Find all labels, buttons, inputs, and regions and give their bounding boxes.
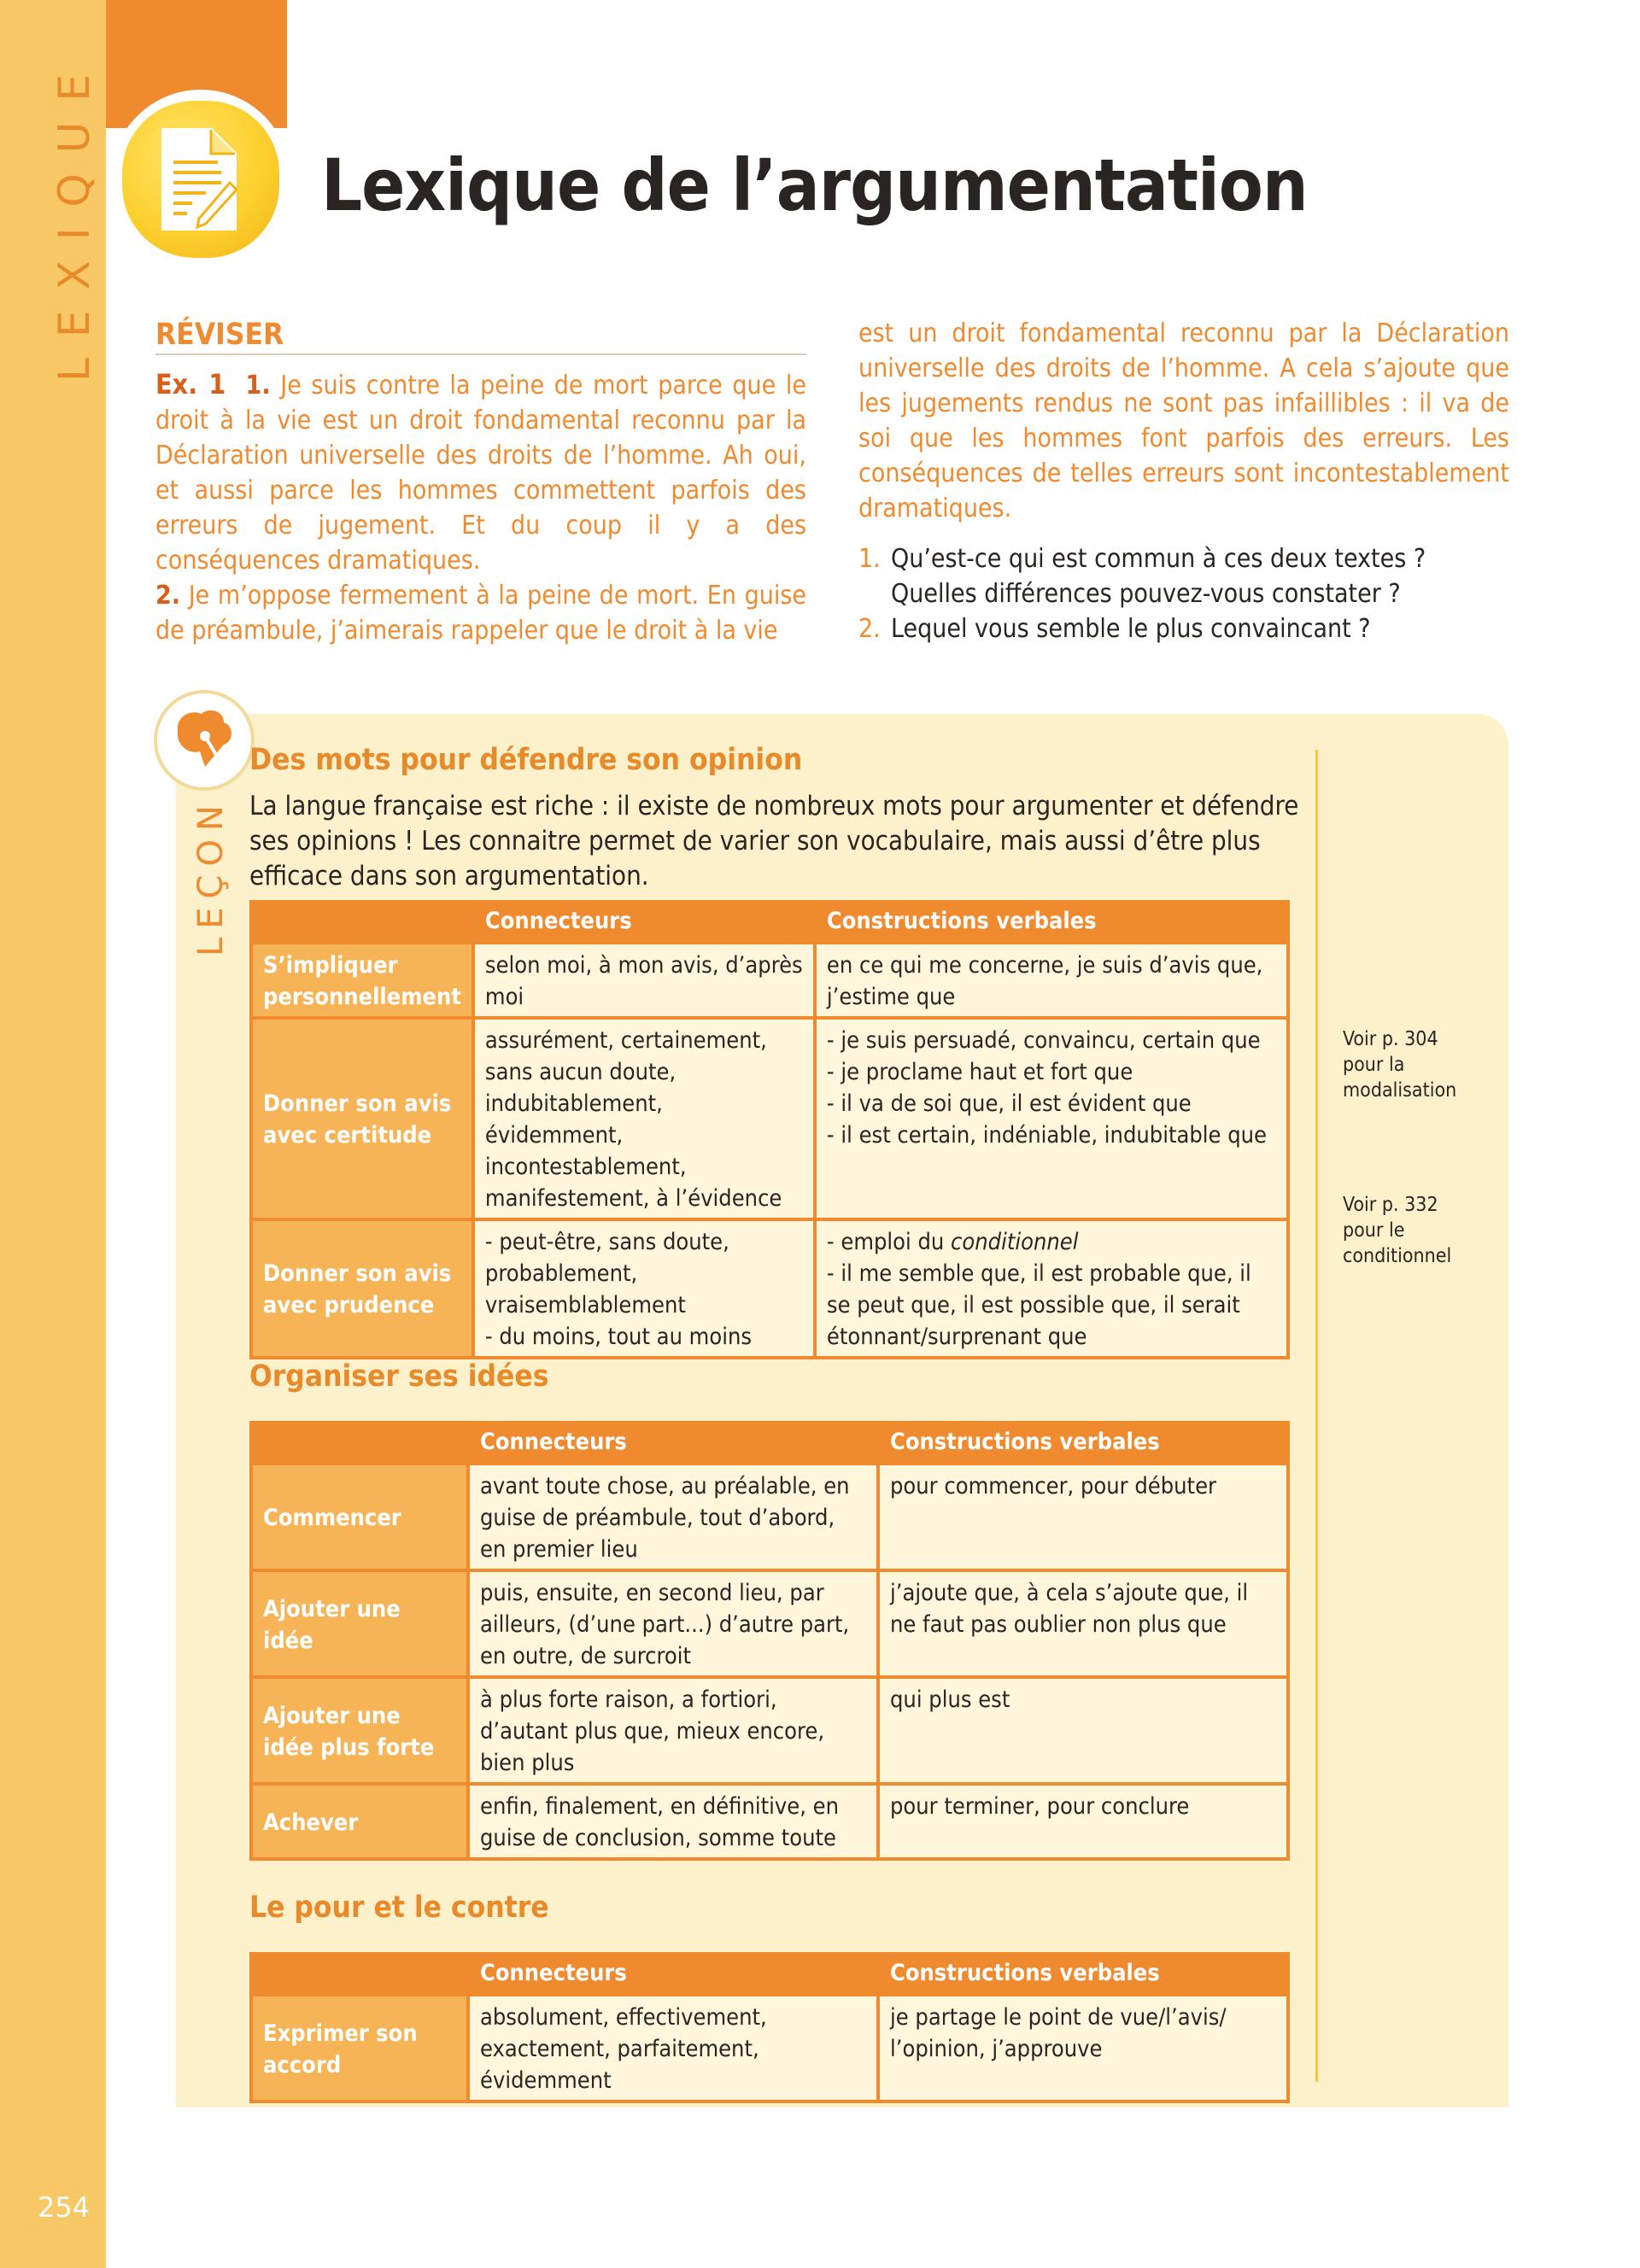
- section-label: LEXIQUE: [50, 54, 99, 382]
- pen-nib-icon: [171, 705, 239, 774]
- margin-rule: [1315, 750, 1318, 2082]
- list-item: 1. Qu’est-ce qui est commun à ces deux textes ? Quelles différences pouvez-vous constater ?: [858, 544, 1426, 609]
- col-header-constructions: Constructions verbales: [815, 902, 1288, 943]
- exercise-text-col1: [155, 367, 806, 648]
- lecon-badge: [154, 690, 255, 791]
- text2-number: 2.: [155, 581, 181, 611]
- table-row: Ajouter une idée plus forte à plus forte raison, a fortiori, d’autant plus que, mieux encore, bien plus qui plus est: [251, 1677, 1288, 1784]
- lecon-heading-1: Des mots pour défendre son opinion: [249, 743, 803, 777]
- document-pencil-icon: [158, 126, 243, 232]
- table-organiser: [249, 1421, 1290, 1861]
- text2-body: Je m’oppose fermement à la peine de mort. En guise de préambule, j’aimerais rappeler que le droit à la vie: [155, 581, 806, 646]
- table-row: S’impliquer personnellement selon moi, à mon avis, d’après moi en ce qui me concerne, je suis d’avis que, j’estime que: [251, 943, 1288, 1018]
- question-list: [858, 541, 1509, 646]
- exercise-text-col2: [858, 316, 1509, 646]
- lecon-label: LEÇON: [191, 797, 231, 956]
- lecon-heading-2: Organiser ses idées: [249, 1359, 549, 1394]
- table-row: Ajouter une idée puis, ensuite, en second lieu, par ailleurs, (d’une part...) d’autre part, en outre, de surcroit j’ajoute que, à cela s’ajoute que, il ne faut pas oublier non plus que: [251, 1570, 1288, 1677]
- side-note-modalisation: Voir p. 304 pour la modalisation: [1343, 1028, 1457, 1102]
- reviser-heading: RÉVISER: [155, 318, 806, 355]
- col-header-connecteurs: Connecteurs: [468, 1954, 878, 1995]
- page-title: Lexique de l’argumentation: [321, 143, 1308, 227]
- table-corner: [251, 1423, 468, 1464]
- table-row: Donner son avis avec certitude assurément, certainement, sans aucun doute, indubitablement, évidemment, incontestablement, manifestement, à l’évidence - je suis persuadé, convaincu, certain que - je proclame haut et fort que - il va de soi que, il est évident que - il est certain, indéniable, indubitable que: [251, 1018, 1288, 1219]
- col-header-constructions: Constructions verbales: [878, 1423, 1288, 1464]
- table-opinion: [249, 900, 1290, 1359]
- exercise-label: Ex. 1: [155, 368, 226, 400]
- chapter-badge: [122, 101, 279, 258]
- col-header-connecteurs: Connecteurs: [468, 1423, 878, 1464]
- table-corner: [251, 902, 473, 943]
- text1-body: Je suis contre la peine de mort parce que le droit à la vie est un droit fondamental reconnu par la Déclaration universelle des droits de l’homme. Ah oui, et aussi parce les hommes commettent parfois des erreurs de jugement. Et du coup il y a des conséquences dramatiques.: [155, 371, 807, 576]
- col-header-constructions: Constructions verbales: [878, 1954, 1288, 1995]
- table-row: Commencer avant toute chose, au préalable, en guise de préambule, tout d’abord, en premier lieu pour commencer, pour débuter: [251, 1464, 1288, 1570]
- table-row: Donner son avis avec prudence - peut-être, sans doute, probablement, vraisemblablement - du moins, tout au moins - emploi du conditionnel - il me semble que, il est probable que, il se peut que, il est possible que, il serait étonnant/surprenant que: [251, 1219, 1288, 1358]
- table-row: Exprimer son accord absolument, effectivement, exactement, parfaitement, évidemment je partage le point de vue/l’avis/ l’opinion, j’approuve: [251, 1995, 1288, 2101]
- table-pour-contre: [249, 1952, 1290, 2103]
- lecon-heading-3: Le pour et le contre: [249, 1891, 549, 1925]
- col-header-connecteurs: Connecteurs: [473, 902, 815, 943]
- table-row: Achever enfin, finalement, en définitive, en guise de conclusion, somme toute pour terminer, pour conclure: [251, 1784, 1288, 1859]
- list-item: 2. Lequel vous semble le plus convaincant ?: [858, 614, 1371, 644]
- lecon-intro: La langue française est riche : il existe de nombreux mots pour argumenter et défendre ses opinions ! Les connaitre permet de varier son vocabulaire, mais aussi d’être plus efficace dans son argumentation.: [249, 791, 1299, 891]
- table-corner: [251, 1954, 468, 1995]
- text2-continuation: est un droit fondamental reconnu par la Déclaration universelle des droits de l’homme. A cela s’ajoute que les jugements rendus ne sont pas infaillibles : il va de soi que les hommes font parfois des erreurs. Les conséquences de telles erreurs sont incontestablement dramatiques.: [858, 319, 1509, 523]
- page-number: 254: [38, 2191, 91, 2224]
- text1-number: 1.: [245, 371, 271, 400]
- side-note-conditionnel: Voir p. 332 pour le conditionnel: [1343, 1194, 1452, 1267]
